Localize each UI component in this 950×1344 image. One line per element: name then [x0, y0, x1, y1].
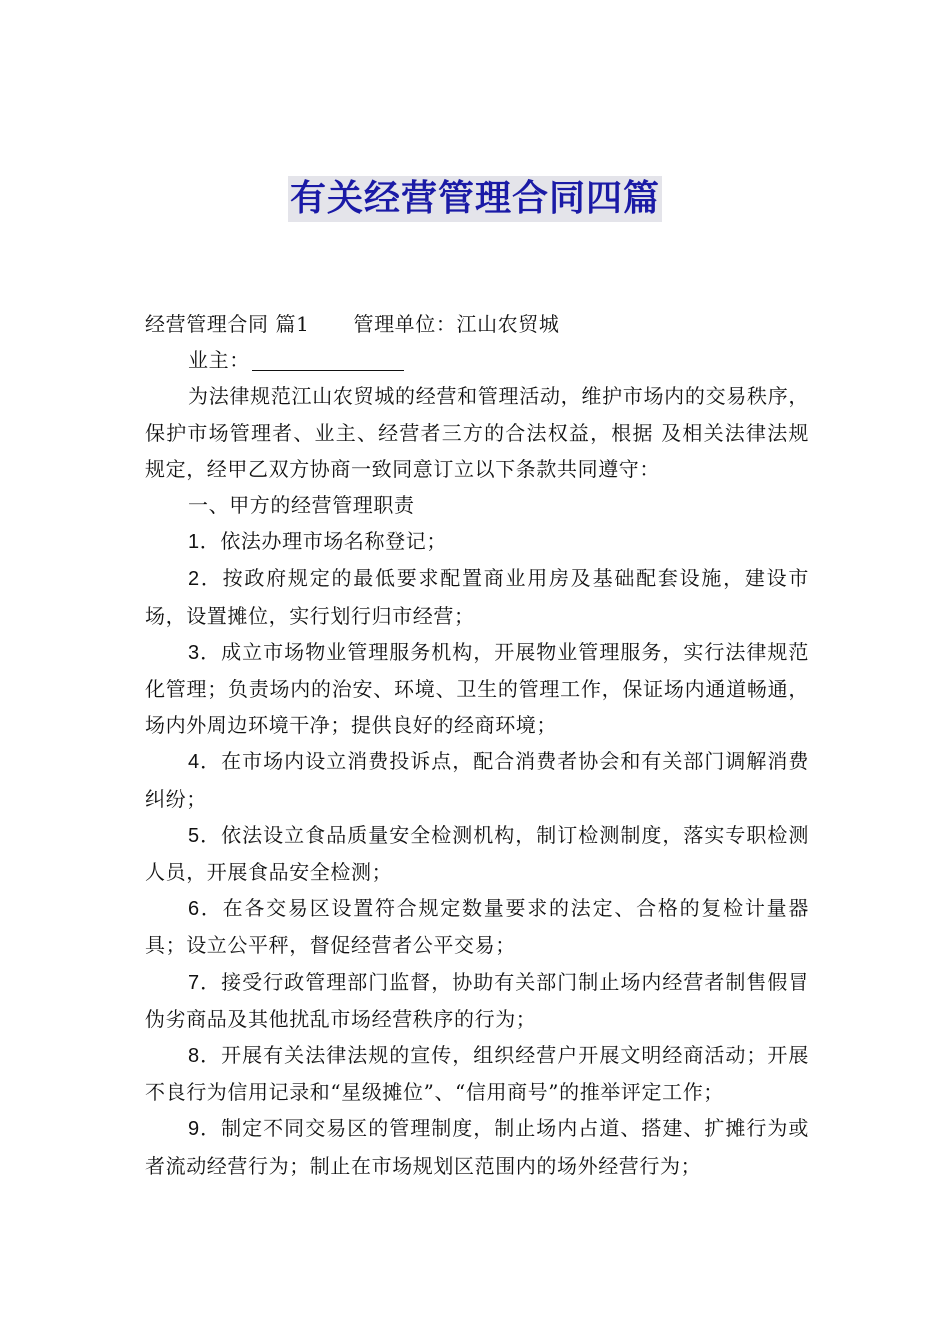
clause-text: 成立市场物业管理服务机构，开展物业管理服务，实行法律规范化管理；负责场内的治安、环境、卫生的管理工作，保证场内通道畅通，场内外周边环境干净；提供良好的经商环境；	[145, 639, 809, 738]
owner-label: 业主：	[188, 348, 250, 373]
clause-item	[145, 964, 809, 1037]
clause-item	[145, 1110, 809, 1183]
clause-text: 开展有关法律法规的宣传，组织经营户开展文明经商活动；开展不良行为信用记录和“星级摊位”、“信用商号”的推举评定工作；	[145, 1043, 809, 1105]
clause-item	[145, 560, 809, 633]
clause-text: 依法设立食品质量安全检测机构，制订检测制度，落实专职检测人员，开展食品安全检测；	[145, 822, 809, 885]
clause-item	[145, 523, 809, 560]
clause-number: 3．	[188, 641, 222, 664]
clause-text: 接受行政管理部门监督，协助有关部门制止场内经营者制售假冒伪劣商品及其他扰乱市场经营秩序的行为；	[145, 969, 809, 1031]
clause-item	[145, 890, 809, 963]
clause-text: 在各交易区设置符合规定数量要求的法定、合格的复检计量器具；设立公平秤，督促经营者公平交易；	[145, 896, 810, 958]
clause-item	[145, 817, 809, 890]
document-title: 有关经营管理合同四篇	[288, 176, 662, 222]
document-body	[145, 306, 809, 1184]
clause-text: 按政府规定的最低要求配置商业用房及基础配套设施，建设市场，设置摊位，实行划行归市经营；	[145, 566, 810, 628]
clause-number: 7．	[188, 971, 222, 994]
owner-blank-line	[252, 348, 404, 371]
clause-number: 4．	[188, 751, 222, 774]
title-wrap	[0, 176, 950, 222]
clause-item	[145, 634, 809, 744]
preamble-paragraph: 为法律规范江山农贸城的经营和管理活动，维护市场内的交易秩序，保护市场管理者、业主、经营者三方的合法权益，根据 及相关法律法规规定，经甲乙双方协商一致同意订立以下条款共同遵守：	[145, 384, 809, 481]
clause-text: 在市场内设立消费投诉点，配合消费者协会和有关部门调解消费纠纷；	[145, 749, 809, 811]
clause-number: 1．	[188, 531, 221, 554]
clause-number: 8．	[188, 1045, 222, 1068]
clause-number: 9．	[188, 1118, 222, 1141]
owner-line	[145, 342, 809, 378]
clause-number: 6．	[188, 898, 223, 921]
clause-text: 制定不同交易区的管理制度，制止场内占道、搭建、扩摊行为或者流动经营行为；制止在市场规划区范围内的场外经营行为；	[145, 1116, 809, 1178]
section-heading: 一、甲方的经营管理职责	[188, 493, 415, 518]
clause-item	[145, 1037, 809, 1110]
clause-text: 依法办理市场名称登记；	[220, 529, 447, 554]
clause-number: 5．	[188, 824, 222, 847]
management-unit: 管理单位：江山农贸城	[353, 312, 560, 336]
clause-number: 2．	[188, 568, 223, 591]
header-line	[145, 306, 809, 342]
contract-label: 经营管理合同 篇1	[145, 312, 310, 336]
clause-item	[145, 743, 809, 816]
